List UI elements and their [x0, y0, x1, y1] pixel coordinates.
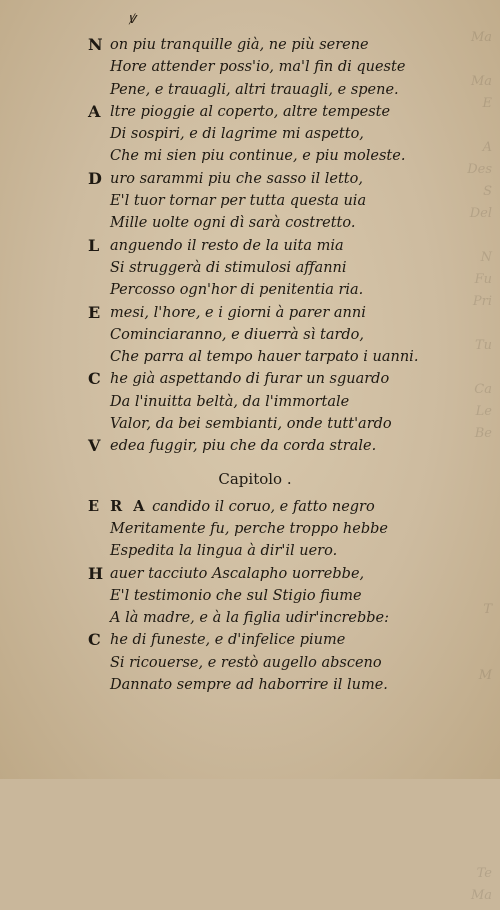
bleed-through-line [332, 778, 492, 800]
bleed-through-line: Le [475, 404, 492, 419]
verse-text: mesi, l'hore, e i giorni à parer anni [110, 304, 366, 321]
stanza-first-line [0, 563, 500, 585]
stanza-initial: A [88, 101, 101, 121]
page-text [0, 34, 500, 696]
verse-line: Cominciaranno, e diuerrà sì tardo, [110, 326, 365, 343]
verse-line: Da l'inuitta beltà, da l'immortale [110, 393, 350, 410]
stanza-initial: L [88, 235, 100, 255]
verse-text: auer tacciuto Ascalapho uorrebbe, [110, 565, 365, 582]
bleed-through-line: A [482, 140, 492, 155]
verse-line: Pene, e trauagli, altri trauagli, e spene. [110, 81, 399, 98]
bleed-through-line: M [478, 668, 492, 683]
verse-line: Dannato sempre ad haborrire il lume. [110, 677, 388, 694]
bleed-through-line: S [483, 184, 492, 199]
stanza-group [0, 563, 500, 697]
stanza-initial: N [88, 35, 103, 54]
bleed-through-line: Te [476, 866, 492, 881]
bleed-through-line: Des [467, 162, 492, 177]
bleed-through-line [332, 844, 492, 866]
verse-line: Hore attender poss'io, ma'l fin di queste [110, 59, 406, 76]
verse-line [0, 496, 500, 518]
stanza-initial: D [88, 168, 102, 188]
verse-text: edea fuggir, piu che da corda strale. [110, 438, 377, 455]
verse-text: he già aspettando di furar un sguardo [110, 371, 390, 388]
stanza-first-line [0, 435, 500, 457]
stanza-first-line [0, 302, 500, 324]
bleed-through-line [332, 756, 492, 778]
verse-line: Che parra al tempo hauer tarpato i uanni. [110, 349, 419, 366]
chapter-heading: Capitolo . [218, 469, 292, 488]
bleed-through-line: Fu [474, 272, 492, 287]
bleed-through-line: Tu [474, 338, 492, 353]
bleed-through-line: E [482, 96, 492, 111]
verse-line: E'l testimonio che sul Stigio fiume [110, 587, 362, 604]
verse-line: Che mi sien piu continue, e piu moleste. [110, 148, 406, 165]
stanza-initial: V [88, 436, 101, 456]
verse-text: anguendo il resto de la uita mia [110, 237, 344, 254]
bleed-through-line [332, 734, 492, 756]
bleed-through-line: Ma [470, 74, 492, 89]
verse-line: Percosso ogn'hor di penitentia ria. [110, 282, 364, 299]
poem-terza-rima-1 [0, 34, 500, 458]
stanza-first-line [0, 168, 500, 190]
bleed-through-line: Be [474, 426, 492, 441]
bleed-through-line: Ma [470, 888, 492, 903]
verse-line: Valor, da bei sembianti, onde tutt'ardo [110, 416, 392, 433]
bleed-through-line [332, 822, 492, 844]
verse-line: A là madre, e à la figlia udir'increbbe: [110, 610, 390, 627]
verse-text: candido il coruo, e fatto negro [152, 498, 375, 515]
verse-line: E'l tuor tornar per tutta questa uia [110, 193, 367, 210]
opening-word: E R A [88, 497, 148, 515]
bleed-through-line: Del [469, 206, 492, 221]
bleed-through-line: Ca [474, 382, 492, 397]
stanza-initial: E [88, 302, 101, 322]
verse-text: uro sarammi piu che sasso il letto, [110, 170, 363, 187]
verse-line: Mille uolte ogni dì sarà costretto. [110, 215, 356, 232]
verse-text: on piu tranquille già, ne più serene [110, 37, 369, 53]
verse-line: Espedita la lingua à dir'il uero. [110, 543, 338, 560]
stanza-first-line [0, 34, 500, 56]
stanza-initial: C [88, 630, 101, 650]
verse-line: Si struggerà di stimulosi affanni [110, 259, 347, 276]
verse-text: he di funeste, e d'infelice piume [110, 632, 346, 649]
verse-line: Meritamente fu, perche troppo hebbe [110, 520, 388, 537]
stanza-initial: H [88, 563, 104, 583]
bleed-through-line: Pri [472, 294, 492, 309]
bleed-through-line: N [480, 250, 492, 265]
bleed-through-line: T [483, 602, 492, 617]
poem-terza-rima-2 [0, 496, 500, 697]
stanza-first-line [0, 101, 500, 123]
verse-line: Di sospiri, e di lagrime mi aspetto, [110, 126, 364, 143]
verse-text: ltre pioggie al coperto, altre tempeste [110, 103, 391, 120]
stanza-first-line [0, 235, 500, 257]
bleed-through-line: Ma [470, 30, 492, 45]
stanza-first-line [0, 368, 500, 390]
bleed-through-line [332, 712, 492, 734]
stanza-first-line [0, 629, 500, 651]
verse-line: Si ricouerse, e restò augello absceno [110, 654, 382, 671]
bleed-through-line [332, 800, 492, 822]
signature-mark: ꝟ [128, 9, 136, 27]
stanza-initial: C [88, 369, 101, 389]
